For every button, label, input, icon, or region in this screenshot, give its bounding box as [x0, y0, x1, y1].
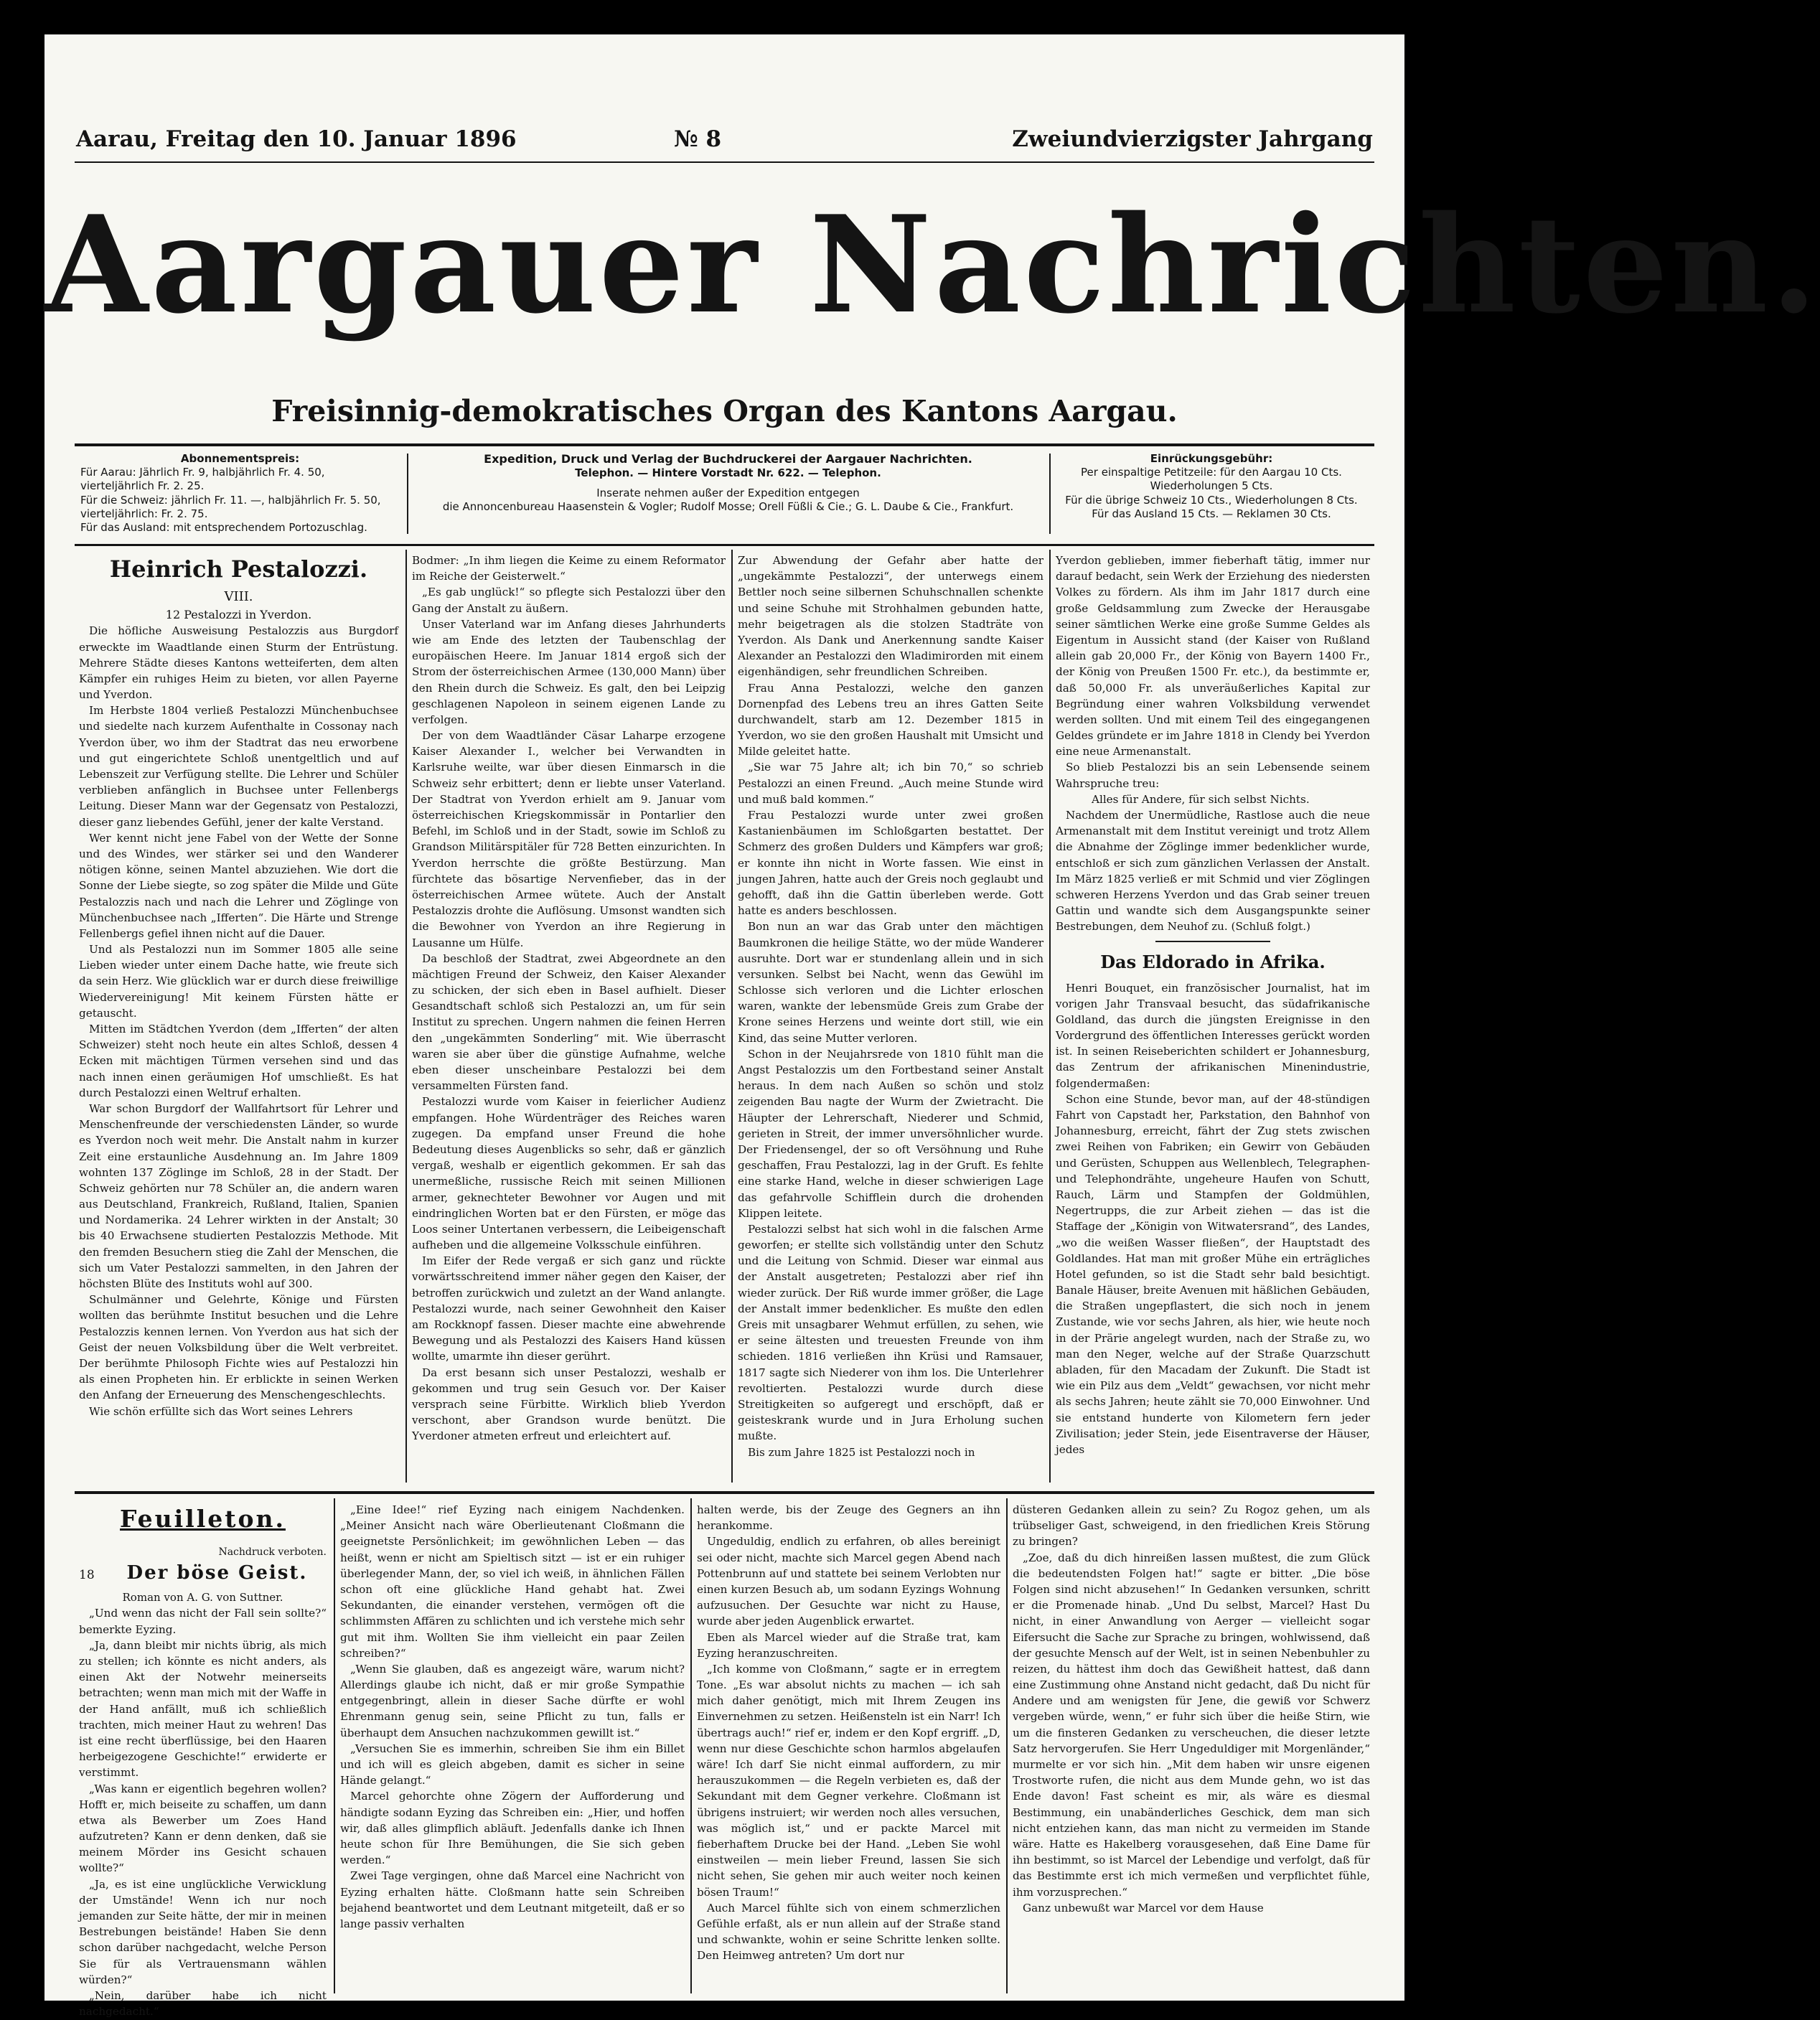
- paragraph: „Und wenn das nicht der Fall sein sollte?“ bemerkte Eyzing.: [79, 1607, 327, 1636]
- feuilleton-rule: [75, 1491, 1374, 1494]
- feuilleton-column: [1013, 1502, 1370, 1997]
- paragraph: „Es gab unglück!“ so pflegte sich Pestalozzi über den Gang der Anstalt zu äußern.: [412, 586, 726, 615]
- paragraph: Wer kennt nicht jene Fabel von der Wette der Sonne und des Windes, wer stärker sei und den Wanderer nötigen könne, seinen Mantel abzuziehen. Wie dort die Sonne der Liebe siegte, so zog später die Milde und Güte Pestalozzis nach und nach die Lehrer und Zöglinge von Münchenbuchsee nach „Ifferten“. Die Härte und Strenge Fellenbergs gefiel ihnen nicht auf die Dauer.: [79, 831, 398, 940]
- column-divider: [1049, 454, 1051, 534]
- subscription-line: Für Aarau: Jährlich Fr. 9, halbjährlich Fr. 4. 50, vierteljährlich Fr. 2. 25.: [80, 466, 325, 493]
- article-column: [738, 553, 1043, 1484]
- novel-title: Der böse Geist.: [126, 1561, 308, 1584]
- volume-year: Zweiundvierzigster Jahrgang: [1012, 126, 1373, 152]
- paragraph: Auch Marcel fühlte sich von einem schmerzlichen Gefühle erfaßt, als er nun allein auf der Straße stand und schwankte, wohin er seine Schritte lenken sollte. Den Heimweg antreten? Um dort nur: [697, 1901, 1000, 1963]
- paragraph: Bodmer: „In ihm liegen die Keime zu einem Reformator im Reiche der Geisterwelt.“: [412, 554, 726, 583]
- subscription-line: Für das Ausland: mit entsprechendem Portozuschlag.: [80, 520, 367, 534]
- issue-date: Aarau, Freitag den 10. Januar 1896: [76, 126, 517, 152]
- feuilleton-column: [79, 1502, 327, 2019]
- paragraph: Eben als Marcel wieder auf die Straße trat, kam Eyzing heranzuschreiten.: [697, 1630, 1000, 1660]
- paragraph: Da erst besann sich unser Pestalozzi, weshalb er gekommen und trug sein Gesuch vor. Der Kaiser versprach seine Fürbitte. Wirklich blieb Yverdon verschont, aber Grandson wurde benützt. Die Yverdoner atmeten erfreut und erleichtert auf.: [412, 1366, 726, 1443]
- column-divider: [1049, 550, 1051, 1483]
- masthead-rule: [75, 443, 1374, 446]
- article-column: [412, 553, 726, 1484]
- newspaper-page: [44, 34, 1820, 2019]
- paragraph: Schon in der Neujahrsrede von 1810 fühlt man die Angst Pestalozzis um den Fortbestand seiner Anstalt heraus. In dem nach Außen so schön und stolz zeigenden Bau nagte der Wurm der Zwietracht. Die Häupter der Lehrerschaft, Niederer und Schmid, gerieten in Streit, der immer unversöhnlicher wurde. Der Friedensengel, der so oft Versöhnung und Ruhe geschaffen, Frau Pestalozzi, lag in der Gruft. Es fehlte eine starke Hand, welche in dieser schwierigen Lage das gefahrvolle Schifflein durch die drohenden Klippen leitete.: [738, 1047, 1043, 1220]
- article-column: [79, 553, 398, 1484]
- paragraph: Wie schön erfüllte sich das Wort seines Lehrers: [89, 1404, 353, 1418]
- paragraph: düsteren Gedanken allein zu sein? Zu Rogoz gehen, um als trübseliger Gast, schweigend, in den friedlichen Kreis Störung zu bringen?: [1013, 1503, 1370, 1549]
- feuilleton-column: [697, 1502, 1000, 1997]
- paragraph: „Ja, dann bleibt mir nichts übrig, als mich zu stellen; ich könnte es nicht anders, als einen Akt der Notwehr meinerseits betrachten; wenn man mich mit der Waffe in der Hand anfällt, muß ich schließlich trachten, mich meiner Haut zu wehren! Das ist eine recht überflüssige, bei den Haaren herbeigezogene Geschichte!“ erwiderte er verstimmt.: [79, 1638, 327, 1780]
- paragraph: Zwei Tage vergingen, ohne daß Marcel eine Nachricht von Eyzing erhalten hätte. Cloßmann hatte sein Schreiben bejahend beantwortet und dem Leutnant mitgeteilt, daß er so lange passiv verhalten: [340, 1869, 685, 1930]
- paragraph: Schon eine Stunde, bevor man, auf der 48-stündigen Fahrt von Capstadt her, Parkstation, den Bahnhof von Johannesburg, erreicht, fährt der Zug stets zwischen zwei Reihen von Fabriken; ein Gewirr von Gebäuden und Gerüsten, Schuppen aus Wellenblech, Telegraphen- und Telephondrähte, ungeheure Haufen von Schutt, Rauch, Lärm und Stampfen der Goldmühlen, Negertrupps, die zur Arbeit ziehen — das ist die Staffage der „Königin von Witwatersrand“, des Landes, „wo die weißen Wasser fließen“, der Hauptstadt des Goldlandes. Hat man mit großer Mühe ein erträgliches Hotel gefunden, so ist die Stadt sehr bald besichtigt. Banale Häuser, breite Avenuen mit häßlichen Gebäuden, die Straßen ungepflastert, die sich noch in jenem Zustande, wie vor sechs Jahren, als hier, wie heute noch in der Prärie angelegt wurden, nach der Straße zu, wo man den Neger, welche auf der Straße Quarzschutt abladen, für den Macadam der Zukunft. Die Stadt ist wie ein Pilz aus dem „Veldt“ gewachsen, vor nicht mehr als sechs Jahren; heute zählt sie 70,000 Einwohner. Und sie entstand hunderte von Kilometern fern jeder Zivilisation; jeder Stein, jede Eisentraverse der Häuser, jedes: [1056, 1092, 1370, 1456]
- paragraph: Mitten im Städtchen Yverdon (dem „Ifferten“ der alten Schweizer) steht noch heute ein altes Schloß, dessen 4 Ecken mit mächtigen Türmen versehen sind und das nach innen einen geräumigen Hof umschließt. Es hat durch Pestalozzi einen Weltruf erhalten.: [79, 1023, 398, 1099]
- paragraph: Der von dem Waadtländer Cäsar Laharpe erzogene Kaiser Alexander I., welcher bei Verwandten in Karlsruhe weilte, war über diesen Einmarsch in die Schweiz sehr erbittert; denn er liebte unser Vaterland. Der Stadtrat von Yverdon erhielt am 9. Januar vom österreichischen Kriegskommissär in Pontarlier den Befehl, im Schloß und in der Stadt, sowie im Schloß zu Grandson Militärspitäler für 728 Betten einzurichten. In Yverdon herrschte die größte Bestürzung. Man fürchtete das bösartige Nervenfieber, das in der österreichischen Armee wütete. Auch der Anstalt Pestalozzis drohte die Auflösung. Umsonst wandten sich die Bewohner von Yverdon an ihre Regierung in Lausanne um Hülfe.: [412, 729, 726, 949]
- paragraph: Die höfliche Ausweisung Pestalozzis aus Burgdorf erweckte im Waadtlande einen Sturm der Entrüstung. Mehrere Städte dieses Kantons wetteiferten, dem alten Kämpfer ein ruhiges Heim zu bieten, vor allen Payerne und Yverdon.: [79, 624, 398, 702]
- paragraph: Pestalozzi selbst hat sich wohl in die falschen Arme geworfen; er stellte sich vollständig unter den Schutz und die Leitung von Schmid. Dieser war einmal aus der Anstalt ausgetreten; Pestalozzi aber rief ihn wieder zurück. Der Riß wurde immer größer, die Lage der Anstalt immer bedenklicher. Es mußte den edlen Greis mit unsagbarer Wehmut erfüllen, zu sehen, wie er seine ältesten und treuesten Freunde von ihm schieden. 1816 verließen ihn Krüsi und Ramsauer, 1817 sagte sich Niederer von ihm los. Die Unterlehrer revoltierten. Pestalozzi wurde durch diese Streitigkeiten so aufgeregt und erschöpft, daß er geisteskrank wurde und in Jura Erholung suchen mußte.: [738, 1222, 1043, 1443]
- insertion-line: Per einspaltige Petitzeile: für den Aargau 10 Cts. Wiederholungen 5 Cts.: [1081, 466, 1342, 493]
- column-divider: [405, 550, 407, 1483]
- paragraph: Schulmänner und Gelehrte, Könige und Fürsten wollten das berühmte Institut besuchen und die Lehre Pestalozzis kennen lernen. Von Yverdon aus hat sich der Geist der neuen Volksbildung über die Welt verbreitet. Der berühmte Philosoph Fichte wies auf Pestalozzi hin als einen Propheten hin. Er erblickte in seinen Werken den Anfang der Erneuerung des Menschengeschlechts.: [79, 1293, 398, 1402]
- publisher-line: Telephon. — Hintere Vorstadt Nr. 622. — Telephon.: [575, 466, 881, 480]
- paragraph: Da beschloß der Stadtrat, zwei Abgeordnete an den mächtigen Freund der Schweiz, den Kaiser Alexander zu schicken, der sich eben in Basel aufhielt. Dieser Gesandtschaft schloß sich Pestalozzi an, um für sein Institut zu sprechen. Ungern nahmen die feinen Herren den „ungekämmten Sonderling“ mit. Wie überrascht waren sie aber über die günstige Aufnahme, welche eben dieser unscheinbare Pestalozzi bei dem versammelten Fürsten fand.: [412, 952, 726, 1093]
- publisher-line: die Annoncenbureau Haasenstein & Vogler; Rudolf Mosse; Orell Füßli & Cie.; G. L. Daube & Cie., Frankfurt.: [442, 499, 1014, 513]
- insertion-line: Für das Ausland 15 Cts. — Reklamen 30 Cts.: [1092, 507, 1331, 520]
- info-rule: [75, 544, 1374, 546]
- article-part: VIII.: [224, 588, 253, 604]
- subscription-line: Für die Schweiz: jährlich Fr. 11. —, halbjährlich Fr. 5. 50, vierteljährlich: Fr. 2. 75.: [80, 493, 381, 520]
- paragraph: Bon nun an war das Grab unter den mächtigen Baumkronen die heilige Stätte, wo der müde Wanderer ausruhte. Dort war er stundenlang allein und in sich versunken. Selbst bei Nacht, wenn das Gewühl im Schlosse sich verloren und die Lichter erloschen waren, wankte der lebensmüde Greis zum Grabe der Krone seines Herzens und weinte dort still, wie ein Kind, das seine Mutter verloren.: [738, 920, 1043, 1045]
- column-divider: [690, 1498, 692, 1993]
- issue-number: № 8: [674, 126, 722, 152]
- paragraph: Ganz unbewußt war Marcel vor dem Hause: [1023, 1901, 1264, 1915]
- insertion-box: [1056, 452, 1366, 537]
- paragraph: Zur Abwendung der Gefahr aber hatte der „ungekämmte Pestalozzi“, der unterwegs einem Bettler noch seine silbernen Schuhschnallen schenkte und seine Schuhe mit Strohhalmen gebunden hatte, mehr beigetragen als die stolzen Stadträte von Yverdon. Als Dank und Anerkennung sandte Kaiser Alexander an Pestalozzi den Wladimirorden mit einem eigenhändigen, sehr freundlichen Schreiben.: [738, 554, 1043, 679]
- paragraph: halten werde, bis der Zeuge des Gegners an ihn herankomme.: [697, 1503, 1000, 1533]
- publisher-box: [414, 452, 1042, 537]
- paragraph: Im Herbste 1804 verließ Pestalozzi Münchenbuchsee und siedelte nach kurzem Aufenthalte in Cossonay nach Yverdon über, wo ihm der Stadtrat das neu erworbene und gut eingerichtete Schloß unentgeltlich und auf Lebenszeit zur Verfügung stellte. Die Lehrer und Schüler verblieben anfänglich in Buchsee unter Fellenbergs Leitung. Dieser Mann war der Gegensatz von Pestalozzi, dieser ganz liebendes Gefühl, jener der kalte Verstand.: [79, 704, 398, 829]
- column-divider: [731, 550, 733, 1483]
- paragraph: Yverdon geblieben, immer fieberhaft tätig, immer nur darauf bedacht, sein Werk der Erziehung des niedersten Volkes zu fördern. Als ihm im Jahr 1817 durch eine große Geldsammlung zum Zwecke der Herausgabe seiner sämtlichen Werke eine große Summe Geldes als Eigentum in Aussicht stand (der Kaiser von Rußland allein gab 20,000 Fr., der König von Bayern 1400 Fr., der König von Preußen 1500 Fr. etc.), da bestimmte er, daß 50,000 Fr. als unveräußerliches Kapital zur Begründung einer wahren Volksbildung verwendet werden sollten. Und mit einem Teil des eingegangenen Geldes gründete er im Jahre 1818 in Clendy bei Yverdon eine neue Armenanstalt.: [1056, 554, 1370, 758]
- insertion-line: Für die übrige Schweiz 10 Cts., Wiederholungen 8 Cts.: [1065, 493, 1358, 507]
- column-divider: [1006, 1498, 1008, 1993]
- subscription-title: Abonnementspreis:: [180, 452, 300, 465]
- publisher-line: Expedition, Druck und Verlag der Buchdruckerei der Aargauer Nachrichten.: [484, 452, 972, 466]
- insertion-title: Einrückungsgebühr:: [1150, 452, 1273, 465]
- publisher-line: Inserate nehmen außer der Expedition entgegen: [596, 486, 860, 499]
- installment-number: 18: [79, 1567, 95, 1582]
- paragraph: Ungeduldig, endlich zu erfahren, ob alles bereinigt sei oder nicht, machte sich Marcel gegen Abend nach Pottenbrunn auf und stattete bei seinem Verlobten nur einen kurzen Besuch ab, um sodann Eyzings Wohnung aufzusuchen. Der Gesuchte war nicht zu Hause, wurde aber jeden Augenblick erwartet.: [697, 1535, 1000, 1628]
- masthead-title: Aargauer Nachrichten.: [44, 186, 1820, 343]
- paragraph: Nachdem der Unermüdliche, Rastlose auch die neue Armenanstalt mit dem Institut vereinigt und trotz Allem die Abnahme der Zöglinge immer bedenklicher wurde, entschloß er sich zum gänzlichen Verlassen der Anstalt. Im März 1825 verließ er mit Schmid und vier Zöglingen schweren Herzens Yverdon und das Grab seiner treuen Gattin und wandte sich dem Ausgangspunkte seiner Bestrebungen, dem Neuhof zu. (Schluß folgt.): [1056, 809, 1370, 934]
- novel-heading: [79, 1560, 327, 1587]
- article-divider: [1155, 941, 1270, 942]
- paragraph: „Wenn Sie glauben, daß es angezeigt wäre, warum nicht? Allerdings glaube ich nicht, daß er mir große Sympathie entgegenbringt, allein in dieser Sache dürfte er wohl Ehrenmann genug sein, seine Pflicht zu tun, falls er überhaupt dem Ansuchen nachzukommen gewillt ist.“: [340, 1662, 685, 1739]
- article-title: Das Eldorado in Afrika.: [1100, 951, 1326, 972]
- paragraph: „Zoe, daß du dich hinreißen lassen mußtest, die zum Glück die bedeutendsten Folgen hat!“ sagte er bitter. „Die böse Folgen sind nicht abzusehen!“ In Gedanken versunken, schritt er die Promenade hinab. „Und Du selbst, Marcel? Hast Du nicht, in einer Anwandlung von Aerger — vielleicht sogar Eifersucht die Sache zur Sprache zu bringen, wohlwissend, daß der gesuchte Mensch auf der Welt, ist in seinen Nebenbuhler zu reizen, du hättest ihm doch das Gewißheit hattest, daß dann eine Zustimmung ohne Anstand nicht gedacht, daß Du nicht für Andere und am wenigsten für Jene, die gewiß vor Schwerz vergeben würde, wenn,“ er fuhr sich über die heiße Stirn, wie um die finsteren Gedanken zu verscheuchen, die dieser letzte Satz hervorgerufen. Sie Herr Ungeduldiger mit Morgenländer,“ murmelte er vor sich hin. „Mit dem haben wir unsre eigenen Trostworte rufen, die nicht aus dem Munde gehn, wo ist das Ende davon! Fast scheint es mir, als wäre es diesmal Bestimmung, ein unabänderliches Geschick, dem man sich nicht entziehen kann, das man nicht zu vermeiden im Stande wäre. Hatte es Hakelberg vorausgesehen, daß Eine Dame für ihn bestimmt, so ist Marcel der Lebendige und verfolgt, daß für das Bestimmte erst ich mich vermeßen und verpflichtet fühle, ihm vorzusprechen.“: [1013, 1551, 1370, 1899]
- paragraph: „Nein, darüber habe ich nicht nachgedacht.“: [79, 1988, 327, 2019]
- header-rule: [75, 161, 1374, 163]
- column-divider: [334, 1498, 335, 1993]
- paragraph: „Eine Idee!“ rief Eyzing nach einigem Nachdenken. „Meiner Ansicht nach wäre Oberlieutenant Cloßmann die geeignetste Persönlichkeit; im gewöhnlichen Leben — das heißt, wenn er nicht am Spieltisch sitzt — ist er ein ruhiger überlegender Mann, der, so viel ich weiß, in ähnlichen Fällen schon oft eine glückliche Hand gehabt hat. Zwei Sekundanten, die einander verstehen, vermögen oft die schlimmsten Affären zu schlichten und ich verstehe mich sehr gut mit ihm. Wollten Sie ihm vielleicht ein paar Zeilen schreiben?“: [340, 1503, 685, 1660]
- novel-byline: Roman von A. G. von Suttner.: [122, 1590, 283, 1604]
- paragraph: Marcel gehorchte ohne Zögern der Aufforderung und händigte sodann Eyzing das Schreiben ein: „Hier, und hoffen wir, daß alles glimpflich abläuft. Jedenfalls danke ich Ihnen heute schon für Ihre Bemühungen, die Sie sich geben werden.“: [340, 1790, 685, 1867]
- article-column: [1056, 553, 1370, 1484]
- article-subhead: 12 Pestalozzi in Yverdon.: [165, 607, 312, 621]
- masthead-subtitle: Freisinnig-demokratisches Organ des Kantons Aargau.: [271, 394, 1178, 428]
- paragraph: „Sie war 75 Jahre alt; ich bin 70,“ so schrieb Pestalozzi an einen Freund. „Auch meine Stunde wird und muß bald kommen.“: [738, 761, 1043, 806]
- motto: Alles für Andere, für sich selbst Nichts.: [1092, 792, 1310, 806]
- paragraph: Bis zum Jahre 1825 ist Pestalozzi noch in: [748, 1445, 975, 1459]
- paragraph: Unser Vaterland war im Anfang dieses Jahrhunderts wie am Ende des letzten der Taubenschlag der europäischen Heere. Im Januar 1814 ergoß sich der Strom der österreichischen Armee (130,000 Mann) über den Rhein durch die Schweiz. Es galt, den bei Leipzig geschlagenen Napoleon in seinem eigenen Lande zu verfolgen.: [412, 617, 726, 726]
- paragraph: War schon Burgdorf der Wallfahrtsort für Lehrer und Menschenfreunde der verschiedensten Länder, so wurde es Yverdon noch weit mehr. Die Anstalt nahm in kurzer Zeit eine erstaunliche Ausdehnung an. Im Jahre 1809 wohnten 137 Zöglinge im Schloß, 28 in der Stadt. Der Schweiz gehörten nur 78 Schüler an, die andern waren aus Deutschland, Frankreich, Rußland, Italien, Spanien und Nordamerika. 24 Lehrer wirkten in der Anstalt; 30 bis 40 Erwachsene studierten Pestalozzis Methode. Mit den fremden Besuchern stieg die Zahl der Menschen, die sich um Vater Pestalozzi sammelten, in den Jahren der höchsten Blüte des Instituts wohl auf 300.: [79, 1101, 398, 1291]
- paragraph: „Ja, es ist eine unglückliche Verwicklung der Umstände! Wenn ich nur noch jemanden zur Seite hätte, der mir in meinen Bestrebungen beistände! Haben Sie denn schon darüber nachgedacht, welche Person Sie für als Vertrauensmann wählen würden?“: [79, 1877, 327, 1986]
- subscription-box: [80, 452, 400, 537]
- article-title: Heinrich Pestalozzi.: [109, 555, 368, 583]
- feuilleton-column: [340, 1502, 685, 1997]
- column-divider: [407, 454, 408, 534]
- reprint-note: Nachdruck verboten.: [218, 1546, 327, 1559]
- paragraph: „Ich komme von Cloßmann,“ sagte er in erregtem Tone. „Es war absolut nichts zu machen — ich sah mich daher genötigt, mich mit Ihrem Zeugen ins Einvernehmen zu setzen. Heißensteln ist ein Narr! Ich übertrags auch!“ rief er, indem er den Kopf ergriff. „D, wenn nur diese Geschichte schon harmlos abgelaufen wäre! Ich darf Sie nicht einmal auffordern, zu mir herauszukommen — die Regeln verbieten es, daß der Sekundant mit dem Gegner verkehre. Cloßmann ist übrigens instruiert; wir werden noch alles versuchen, was möglich ist,“ und er packte Marcel mit fieberhaftem Drucke bei der Hand. „Leben Sie wohl einstweilen — mein lieber Freund, lassen Sie sich nicht sehen, Sie gehen mir auch weiter noch keinen bösen Traum!“: [697, 1662, 1000, 1899]
- paragraph: „Versuchen Sie es immerhin, schreiben Sie ihm ein Billet und ich will es gleich abgeben, damit es sicher in seine Hände gelangt.“: [340, 1742, 685, 1788]
- paragraph: Im Eifer der Rede vergaß er sich ganz und rückte vorwärtsschreitend immer näher gegen den Kaiser, der betroffen zurückwich und zuletzt an der Wand anlangte. Pestalozzi wurde, nach seiner Gewohnheit den Kaiser am Rockknopf fassen. Dieser machte eine abwehrende Bewegung und als Pestalozzi des Kaisers Hand küssen wollte, umarmte ihn dieser gerührt.: [412, 1254, 726, 1363]
- paragraph: Henri Bouquet, ein französischer Journalist, hat im vorigen Jahr Transvaal besucht, das südafrikanische Goldland, das durch die jüngsten Ereignisse in den Vordergrund des öffentlichen Interesses gerückt worden ist. In seinen Reiseberichten schildert er Johannesburg, das Zentrum der afrikanischen Minenindustrie, folgendermaßen:: [1056, 981, 1370, 1090]
- feuilleton-title: Feuilleton.: [120, 1505, 286, 1533]
- paragraph: Frau Anna Pestalozzi, welche den ganzen Dornenpfad des Lebens treu an ihres Gatten Seite durchwandelt, starb am 12. Dezember 1815 in Yverdon, wo sie den großen Haushalt mit Umsicht und Milde geleitet hatte.: [738, 681, 1043, 758]
- paragraph: Frau Pestalozzi wurde unter zwei großen Kastanienbäumen im Schloßgarten bestattet. Der Schmerz des großen Dulders und Kämpfers war groß; er konnte ihn nicht in Worte fassen. Wie einst in jungen Jahren, hatte auch der Greis noch geglaubt und gehofft, daß ihn die Gattin überleben werde. Gott hatte es anders beschlossen.: [738, 809, 1043, 918]
- paragraph: Und als Pestalozzi nun im Sommer 1805 alle seine Lieben wieder unter einem Dache hatte, wie freute sich da sein Herz. Wie glücklich war er durch diese freiwillige Wiedervereinigung! Mit keinem Fürsten hätte er getauscht.: [79, 943, 398, 1020]
- paragraph: So blieb Pestalozzi bis an sein Lebensende seinem Wahrspruche treu:: [1056, 761, 1370, 790]
- paragraph: „Was kann er eigentlich begehren wollen? Hofft er, mich beiseite zu schaffen, um dann etwa als Bewerber um Zoes Hand aufzutreten? Kann er denn denken, daß sie meinem Mörder ins Gesicht schauen wollte?“: [79, 1782, 327, 1875]
- paragraph: Pestalozzi wurde vom Kaiser in feierlicher Audienz empfangen. Hohe Würdenträger des Reiches waren zugegen. Da empfand unser Freund die hohe Bedeutung dieses Augenblicks so sehr, daß er gänzlich vergaß, weshalb er eigentlich gekommen. Er sah das unermeßliche, russische Reich mit seinen Millionen armer, geknechteter Bewohner vor Augen und mit eindringlichen Worten bat er den Fürsten, er möge das Loos seiner Untertanen verbessern, die Leibeigenschaft aufheben und die allgemeine Volksschule einführen.: [412, 1095, 726, 1252]
